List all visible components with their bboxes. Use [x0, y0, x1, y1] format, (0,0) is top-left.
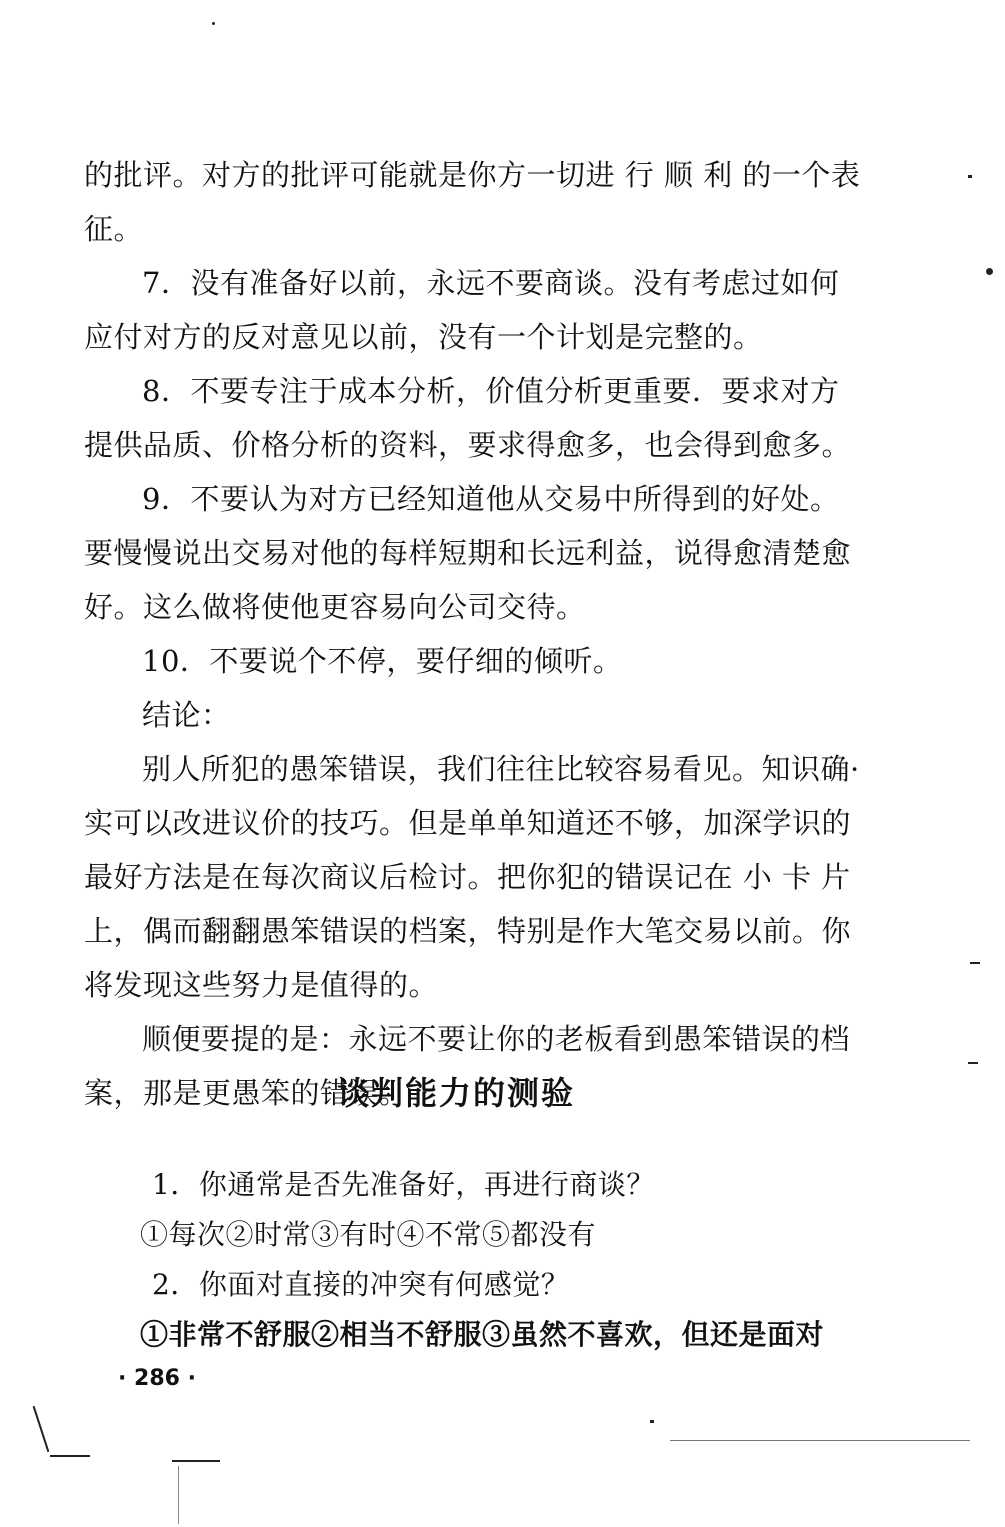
body-line: 别人所犯的愚笨错误，我们往往比较容易看见。知识确· [142, 752, 860, 786]
scan-line [50, 1455, 90, 1457]
body-line: 好。这么做将使他更容易向公司交待。 [84, 590, 586, 624]
scan-speck [650, 1420, 654, 1423]
body-line: 上，偶而翻翻愚笨错误的档案，特别是作大笔交易以前。你 [84, 914, 852, 948]
body-line: 8．不要专注于成本分析，价值分析更重要．要求对方 [142, 374, 840, 408]
body-line: 结论： [142, 698, 231, 732]
body-line: 顺便要提的是：永远不要让你的老板看到愚笨错误的档 [142, 1022, 851, 1056]
body-line: 提供品质、价格分析的资料，要求得愈多，也会得到愈多。 [84, 428, 852, 462]
body-line: 征。 [84, 212, 144, 246]
scan-line [33, 1406, 50, 1452]
scan-speck [212, 22, 215, 25]
scan-speck [986, 268, 993, 275]
quiz-question: 1．你通常是否先准备好，再进行商谈？ [152, 1168, 655, 1201]
body-text [84, 148, 861, 1120]
quiz-question: 2．你面对直接的冲突有何感觉？ [152, 1268, 570, 1301]
scan-line [172, 1460, 220, 1462]
body-line: 要慢慢说出交易对他的每样短期和长远利益，说得愈清楚愈 [84, 536, 852, 570]
section-title: 谈判能力的测验 [336, 1074, 575, 1112]
scan-speck [970, 962, 980, 964]
quiz-section [140, 1160, 860, 1360]
scan-speck [968, 1062, 978, 1064]
body-line: 9．不要认为对方已经知道他从交易中所得到的好处。 [142, 482, 840, 516]
body-line: 7．没有准备好以前，永远不要商谈。没有考虑过如何 [142, 266, 840, 300]
body-line: 将发现这些努力是值得的。 [84, 968, 439, 1002]
scan-line [670, 1440, 970, 1441]
scan-line [178, 1466, 179, 1524]
body-line: 实可以改进议价的技巧。但是单单知道还不够，加深学识的 [84, 806, 852, 840]
body-line: 10．不要说个不停，要仔细的倾听。 [142, 644, 623, 678]
page-number: · 286 · [118, 1366, 196, 1391]
body-line: 案，那是更愚笨的错误。 [84, 1076, 409, 1110]
scan-speck [968, 175, 972, 178]
body-line: 应付对方的反对意见以前，没有一个计划是完整的。 [84, 320, 763, 354]
quiz-options: ①每次②时常③有时④不常⑤都没有 [140, 1218, 597, 1251]
body-line: 最好方法是在每次商议后检讨。把你犯的错误记在 小 卡 片 [84, 860, 851, 894]
quiz-options: ①非常不舒服②相当不舒服③虽然不喜欢，但还是面对 [140, 1318, 825, 1351]
body-line: 的批评。对方的批评可能就是你方一切进 行 顺 利 的一个表 [84, 158, 861, 192]
